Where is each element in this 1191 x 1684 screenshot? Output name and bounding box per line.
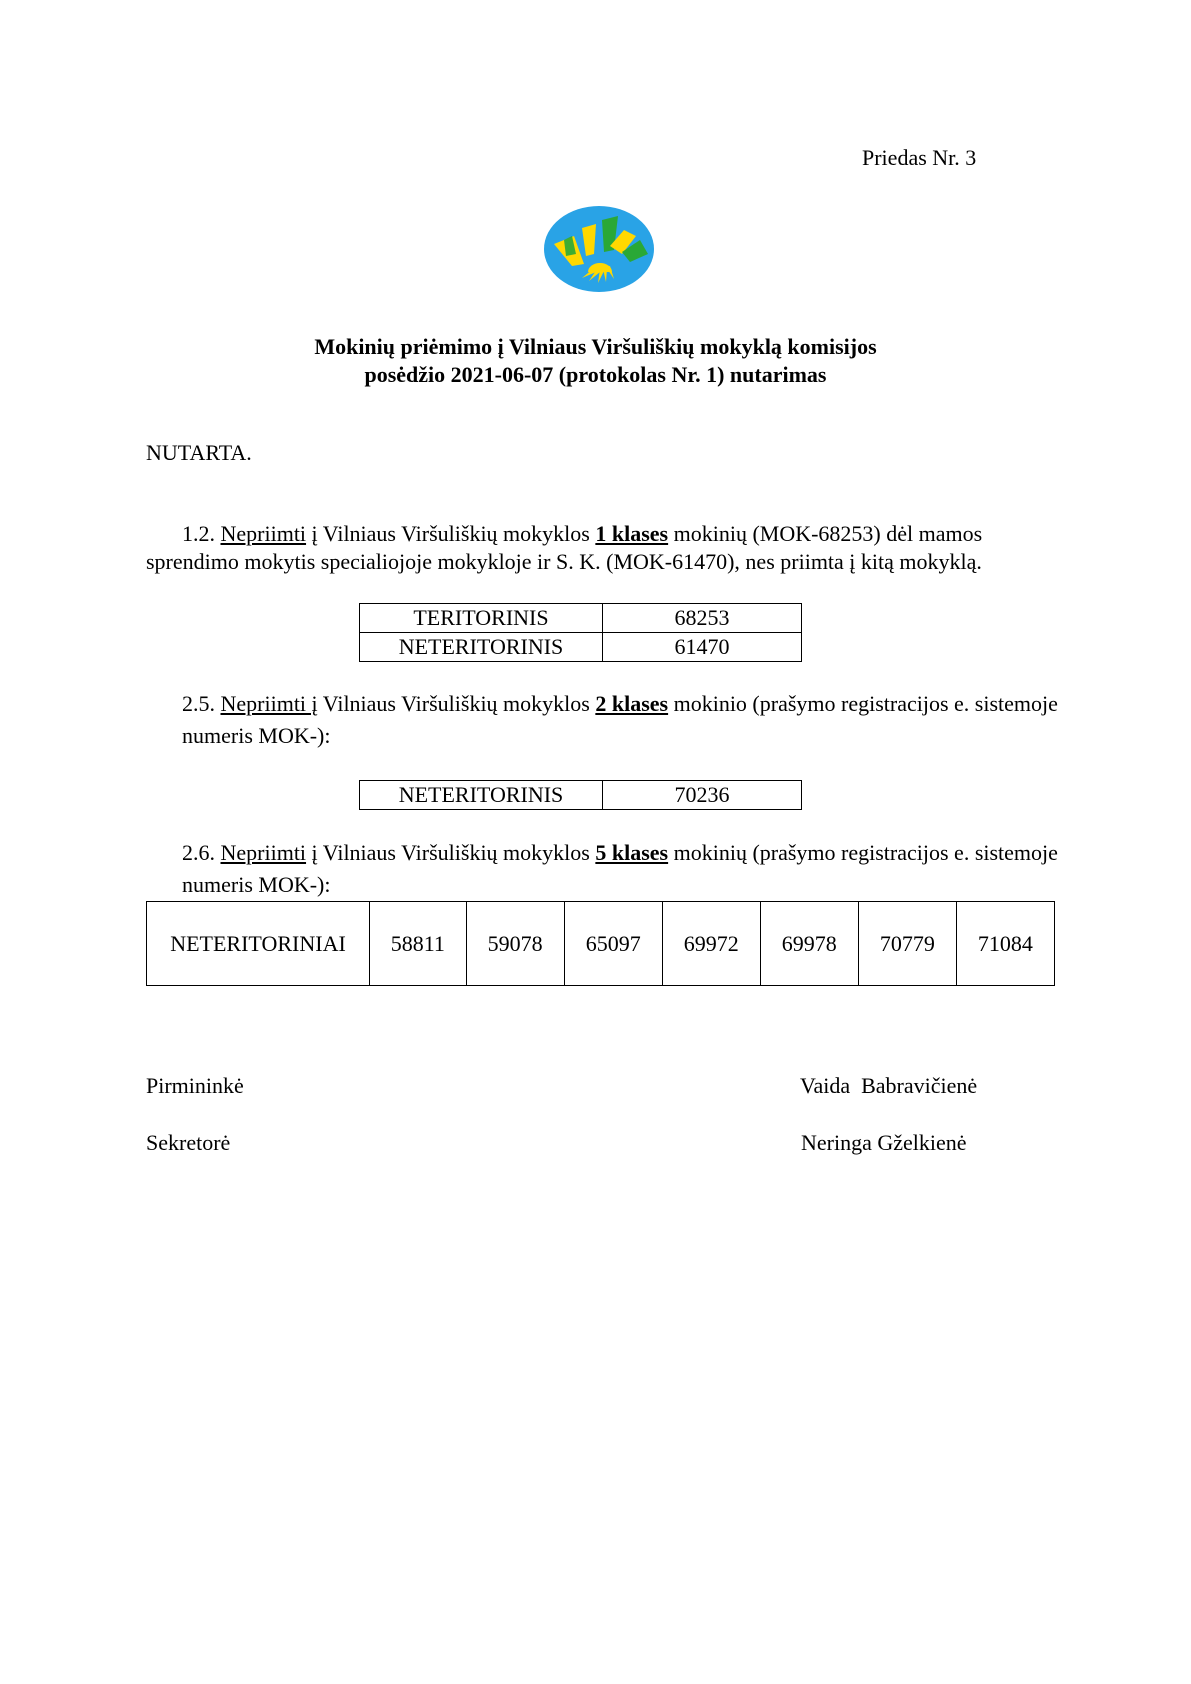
- item-text: Vilniaus Viršuliškių mokyklos: [317, 691, 590, 716]
- table-cell-number: 69972: [662, 902, 760, 986]
- table-cell-number: 65097: [564, 902, 662, 986]
- table-cell-type: NETERITORINIS: [360, 633, 603, 662]
- item-2-table: [359, 780, 802, 810]
- item-action: Nepriimti: [220, 840, 307, 865]
- item-action: Nepriimti: [220, 521, 307, 546]
- item-2-paragraph: [182, 688, 1062, 752]
- chair-name: Vaida Babravičienė: [800, 1073, 978, 1098]
- table-row: [147, 902, 1055, 986]
- table-row: [360, 604, 802, 633]
- item-1-paragraph: [146, 520, 1066, 576]
- table-cell-type: NETERITORINIS: [360, 781, 603, 810]
- table-cell-number: 69978: [760, 902, 858, 986]
- table-cell-number: 71084: [956, 902, 1054, 986]
- document-title: [0, 333, 1191, 389]
- school-logo-sun-icon: [544, 206, 654, 292]
- item-3-table: [146, 901, 1055, 986]
- table-row: [360, 633, 802, 662]
- table-cell-number: 68253: [603, 604, 802, 633]
- table-cell-number: 70236: [603, 781, 802, 810]
- item-number: 1.2.: [182, 521, 215, 546]
- item-number: 2.5.: [182, 691, 215, 716]
- table-cell-number: 59078: [466, 902, 564, 986]
- item-class: 1 klases: [595, 521, 669, 546]
- chair-role: Pirmininkė: [146, 1073, 244, 1098]
- title-line-2: posėdžio 2021-06-07 (protokolas Nr. 1) nutarimas: [364, 362, 827, 387]
- secretary-role: Sekretorė: [146, 1130, 231, 1155]
- item-text: į Vilniaus Viršuliškių mokyklos: [306, 840, 590, 865]
- table-cell-number: 61470: [603, 633, 802, 662]
- item-class: 2 klases: [595, 691, 669, 716]
- item-number: 2.6.: [182, 840, 215, 865]
- secretary-name: Neringa Gželkienė: [801, 1130, 967, 1155]
- attachment-number: Priedas Nr. 3: [862, 145, 977, 170]
- table-cell-type: NETERITORINIAI: [147, 902, 370, 986]
- table-row: [360, 781, 802, 810]
- item-1-table: [359, 603, 802, 662]
- item-3-paragraph: [182, 837, 1062, 901]
- item-text: į Vilniaus Viršuliškių mokyklos: [306, 521, 590, 546]
- item-text: mokinių (prašymo registracijos e. sistemoje numeris MOK-):: [182, 840, 1058, 897]
- item-class: 5 klases: [595, 840, 669, 865]
- title-line-1: Mokinių priėmimo į Vilniaus Viršuliškių mokyklą komisijos: [314, 334, 877, 359]
- decision-label: NUTARTA.: [146, 440, 252, 465]
- table-cell-number: 70779: [858, 902, 956, 986]
- item-text: mokinių (MOK-68253) dėl mamos sprendimo mokytis specialiojoje mokykloje ir S. K. (MOK-61470), nes priimta į kitą mokyklą.: [146, 521, 983, 574]
- table-cell-type: TERITORINIS: [360, 604, 603, 633]
- table-cell-number: 58811: [370, 902, 467, 986]
- item-text: mokinio (prašymo registracijos e. sistemoje numeris MOK-):: [182, 691, 1058, 748]
- item-action: Nepriimti į: [220, 691, 318, 716]
